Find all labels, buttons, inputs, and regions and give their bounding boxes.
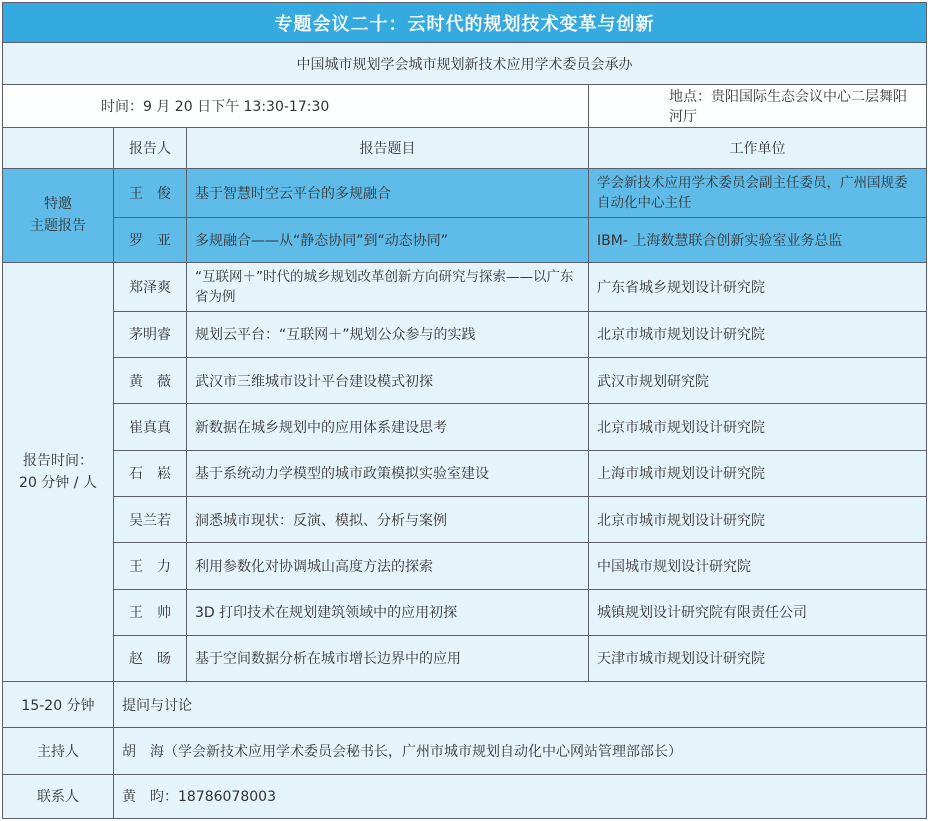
- host-row: [3, 728, 927, 774]
- speaker-affiliation: 北京市城市规划设计研究院: [589, 496, 927, 542]
- speaker-affiliation: 武汉市规划研究院: [589, 358, 927, 404]
- title-row: [3, 3, 927, 43]
- speaker-affiliation: 广东省城乡规划设计研究院: [589, 262, 927, 311]
- speaker-affiliation: 北京市城市规划设计研究院: [589, 311, 927, 357]
- speaker-name: 茅明睿: [114, 311, 187, 357]
- discussion-text: 提问与讨论: [114, 682, 927, 728]
- report-row: [3, 311, 927, 357]
- report-row: [3, 404, 927, 450]
- speaker-name: 崔真真: [114, 404, 187, 450]
- speaker-affiliation: 城镇规划设计研究院有限责任公司: [589, 589, 927, 635]
- speaker-name: 罗 亚: [114, 218, 187, 262]
- contact-label: 联系人: [3, 774, 114, 818]
- organizer-row: [3, 43, 927, 85]
- speaker-affiliation: 上海市城市规划设计研究院: [589, 450, 927, 496]
- venue-text: 地点：贵阳国际生态会议中心二层舞阳河厅: [589, 85, 927, 127]
- speaker-affiliation: 天津市城市规划设计研究院: [589, 635, 927, 681]
- report-topic: “互联网＋”时代的城乡规划改革创新方向研究与探索——以广东省为例: [187, 262, 589, 311]
- report-topic: 洞悉城市现状：反演、模拟、分析与案例: [187, 496, 589, 542]
- header-affiliation: 工作单位: [589, 127, 927, 168]
- invited-row: [3, 168, 927, 217]
- header-speaker: 报告人: [114, 127, 187, 168]
- speaker-name: 郑泽爽: [114, 262, 187, 311]
- speaker-affiliation: IBM- 上海数慧联合创新实验室业务总监: [589, 218, 927, 262]
- report-topic: 基于空间数据分析在城市增长边界中的应用: [187, 635, 589, 681]
- report-topic: 基于系统动力学模型的城市政策模拟实验室建设: [187, 450, 589, 496]
- discussion-row: [3, 682, 927, 728]
- organizer-text: 中国城市规划学会城市规划新技术应用学术委员会承办: [3, 43, 927, 85]
- speaker-name: 王 力: [114, 543, 187, 589]
- report-topic: 武汉市三维城市设计平台建设模式初探: [187, 358, 589, 404]
- report-row: [3, 450, 927, 496]
- contact-text: 黄 昀：18786078003: [114, 774, 927, 818]
- report-row: [3, 262, 927, 311]
- speaker-affiliation: 中国城市规划设计研究院: [589, 543, 927, 589]
- header-topic: 报告题目: [187, 127, 589, 168]
- report-topic: 3D 打印技术在规划建筑领域中的应用初探: [187, 589, 589, 635]
- speaker-name: 吴兰若: [114, 496, 187, 542]
- report-row: [3, 358, 927, 404]
- report-topic: 多规融合——从“静态协同”到“动态协同”: [187, 218, 589, 262]
- host-text: 胡 海（学会新技术应用学术委员会秘书长，广州市城市规划自动化中心网站管理部部长）: [114, 728, 927, 774]
- report-row: [3, 589, 927, 635]
- invited-label: 特邀 主题报告: [3, 168, 114, 262]
- invited-row: [3, 218, 927, 262]
- report-topic: 规划云平台：“互联网＋”规划公众参与的实践: [187, 311, 589, 357]
- speaker-affiliation: 学会新技术应用学术委员会副主任委员，广州国规委自动化中心主任: [589, 168, 927, 217]
- discussion-label: 15-20 分钟: [3, 682, 114, 728]
- contact-row: [3, 774, 927, 818]
- report-row: [3, 635, 927, 681]
- report-row: [3, 496, 927, 542]
- report-topic: 基于智慧时空云平台的多规融合: [187, 168, 589, 217]
- time-text: 时间：9 月 20 日下午 13:30-17:30: [3, 85, 589, 127]
- speaker-name: 王 帅: [114, 589, 187, 635]
- time-venue-row: [3, 85, 927, 127]
- speaker-affiliation: 北京市城市规划设计研究院: [589, 404, 927, 450]
- schedule-table: [2, 2, 927, 819]
- speaker-name: 王 俊: [114, 168, 187, 217]
- report-row: [3, 543, 927, 589]
- reports-label: 报告时间： 20 分钟 / 人: [3, 262, 114, 682]
- speaker-name: 石 崧: [114, 450, 187, 496]
- report-topic: 利用参数化对协调城山高度方法的探索: [187, 543, 589, 589]
- speaker-name: 赵 旸: [114, 635, 187, 681]
- header-blank: [3, 127, 114, 168]
- report-topic: 新数据在城乡规划中的应用体系建设思考: [187, 404, 589, 450]
- header-row: [3, 127, 927, 168]
- session-title: 专题会议二十：云时代的规划技术变革与创新: [3, 3, 927, 43]
- host-label: 主持人: [3, 728, 114, 774]
- speaker-name: 黄 薇: [114, 358, 187, 404]
